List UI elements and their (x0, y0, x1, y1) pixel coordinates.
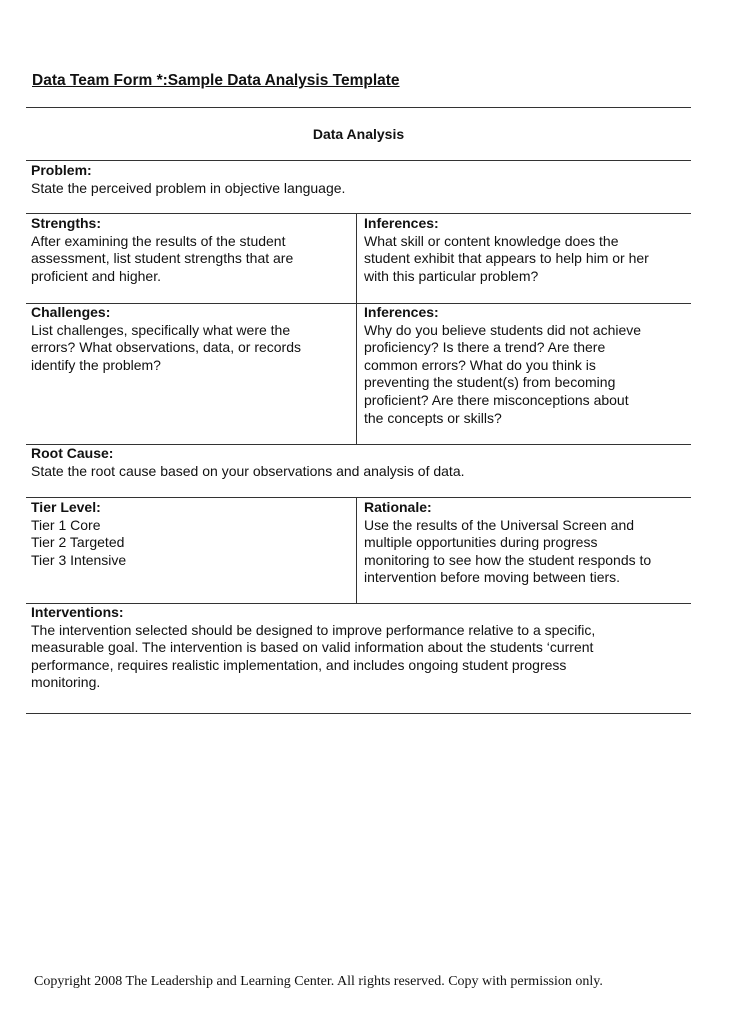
challenges-section (31, 304, 351, 374)
rationale-section (364, 499, 686, 587)
problem-section (31, 162, 691, 197)
challenges-inferences-section (364, 304, 686, 427)
divider (26, 213, 691, 214)
divider (26, 160, 691, 161)
root-cause-section (31, 445, 691, 480)
tier-level-section (31, 499, 351, 569)
challenges-inferences-text: Why do you believe students did not achieve proficiency? Is there a trend? Are there common errors? What do you think is preventing the student(s) from becoming proficient? Are there misconceptions about the concepts or skills? (364, 321, 642, 426)
column-divider (356, 497, 357, 603)
interventions-text: The intervention selected should be designed to improve performance relative to a specific, measurable goal. The intervention is based on valid information about the students ‘current performance, requires realistic implementation, and includes ongoing student progress monitoring. (31, 621, 596, 691)
divider (26, 497, 691, 498)
column-divider (356, 213, 357, 303)
divider (26, 713, 691, 714)
challenges-inferences-heading: Inferences: (364, 304, 439, 320)
root-cause-text: State the root cause based on your observations and analysis of data. (31, 462, 465, 479)
document-title: Data Team Form *:Sample Data Analysis Template (32, 72, 400, 89)
tier-level-list: Tier 1 Core Tier 2 Targeted Tier 3 Intensive (31, 516, 127, 568)
interventions-section (31, 604, 691, 692)
section-heading: Data Analysis (312, 126, 405, 142)
root-cause-heading: Root Cause: (31, 445, 114, 461)
challenges-text: List challenges, specifically what were the errors? What observations, data, or records identify the problem? (31, 321, 302, 373)
strengths-inferences-heading: Inferences: (364, 215, 439, 231)
problem-heading: Problem: (31, 162, 92, 178)
strengths-text: After examining the results of the student assessment, list student strengths that are proficient and higher. (31, 232, 294, 284)
tier-level-heading: Tier Level: (31, 499, 101, 515)
column-divider (356, 303, 357, 444)
strengths-heading: Strengths: (31, 215, 101, 231)
divider (26, 107, 691, 108)
rationale-text: Use the results of the Universal Screen and multiple opportunities during progress monitoring to see how the student responds to intervention before moving between tiers. (364, 516, 652, 586)
strengths-section (31, 215, 351, 285)
problem-text: State the perceived problem in objective language. (31, 179, 346, 196)
interventions-heading: Interventions: (31, 604, 124, 620)
rationale-heading: Rationale: (364, 499, 432, 515)
copyright-notice: Copyright 2008 The Leadership and Learning Center. All rights reserved. Copy with permission only. (34, 974, 603, 989)
strengths-inferences-section (364, 215, 686, 285)
strengths-inferences-text: What skill or content knowledge does the student exhibit that appears to help him or her with this particular problem? (364, 232, 649, 284)
challenges-heading: Challenges: (31, 304, 111, 320)
